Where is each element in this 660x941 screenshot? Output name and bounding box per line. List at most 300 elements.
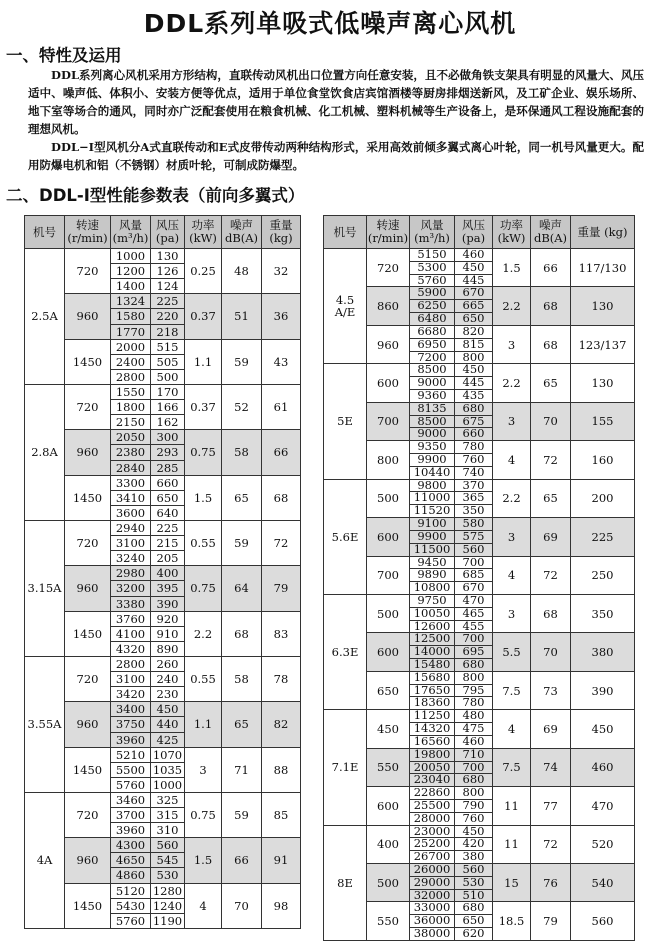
pressure-cell [151, 294, 185, 339]
noise-cell: 65 [222, 475, 262, 520]
weight-cell: 98 [262, 883, 301, 928]
noise-cell: 72 [531, 556, 571, 594]
flow-cell [410, 402, 455, 440]
table-row [25, 430, 301, 475]
flow-value: 15480 [413, 657, 451, 671]
flow-value: 10050 [410, 608, 454, 621]
power-cell: 3 [493, 402, 531, 440]
flow-cell [111, 656, 151, 701]
noise-cell: 52 [222, 384, 262, 429]
spec-table-left [24, 215, 301, 929]
speed-cell: 1450 [65, 475, 111, 520]
header-row [324, 216, 635, 249]
column-header: 转速 (r/min) [367, 216, 410, 249]
pressure-value: 515 [151, 340, 184, 355]
flow-cell [111, 384, 151, 429]
flow-value: 4650 [111, 853, 150, 868]
flow-value: 26700 [413, 849, 451, 864]
power-cell: 3 [185, 747, 222, 792]
pressure-value: 220 [151, 309, 184, 324]
power-cell: 4 [493, 441, 531, 479]
speed-cell: 960 [65, 838, 111, 883]
speed-cell: 550 [367, 902, 410, 940]
flow-value: 5210 [111, 748, 150, 763]
flow-cell [410, 287, 455, 325]
flow-value: 3100 [111, 536, 150, 551]
flow-value: 2980 [111, 566, 150, 581]
power-cell: 1.5 [493, 249, 531, 287]
flow-value: 5120 [111, 884, 150, 899]
weight-cell: 117/130 [571, 249, 635, 287]
spec-table-right [323, 215, 635, 941]
pressure-value: 460 [455, 249, 492, 262]
pressure-value: 435 [462, 387, 485, 402]
flow-value: 22860 [410, 787, 454, 800]
pressure-value: 218 [156, 324, 179, 339]
power-cell: 0.25 [185, 249, 222, 294]
pressure-value: 780 [462, 695, 485, 710]
flow-value: 33000 [410, 902, 454, 915]
pressure-value: 440 [151, 717, 184, 732]
weight-cell: 85 [262, 792, 301, 837]
pressure-value: 260 [151, 657, 184, 672]
table-row [324, 671, 635, 709]
table-row [324, 864, 635, 902]
pressure-cell [151, 520, 185, 565]
flow-value: 23000 [410, 826, 454, 839]
noise-cell: 71 [222, 747, 262, 792]
weight-cell: 123/137 [571, 325, 635, 363]
noise-cell: 68 [531, 325, 571, 363]
power-cell: 1.5 [185, 838, 222, 883]
flow-value: 12500 [410, 633, 454, 646]
pressure-value: 800 [462, 349, 485, 364]
flow-value: 26000 [410, 864, 454, 877]
pressure-value: 475 [455, 723, 492, 736]
pressure-value: 530 [455, 877, 492, 890]
speed-cell: 500 [367, 479, 410, 517]
pressure-value: 500 [156, 369, 179, 384]
weight-cell: 61 [262, 384, 301, 429]
column-header: 风压 (pa) [455, 216, 493, 249]
power-cell: 4 [185, 883, 222, 928]
pressure-value: 560 [151, 838, 184, 853]
speed-cell: 720 [65, 384, 111, 429]
column-header: 风压 (pa) [151, 216, 185, 249]
flow-cell [111, 792, 151, 837]
pressure-value: 790 [455, 800, 492, 813]
speed-cell: 600 [367, 364, 410, 402]
model-cell: 6.3E [324, 594, 367, 709]
pressure-cell [455, 325, 493, 363]
flow-cell [111, 249, 151, 294]
flow-value: 12600 [413, 618, 451, 633]
column-header: 重量 (kg) [262, 216, 301, 249]
power-cell: 0.55 [185, 520, 222, 565]
speed-cell: 1450 [65, 747, 111, 792]
pressure-value: 390 [156, 596, 179, 611]
pressure-cell [151, 384, 185, 429]
pressure-value: 710 [455, 749, 492, 762]
table-row [25, 792, 301, 837]
pressure-value: 465 [455, 608, 492, 621]
flow-value: 5900 [410, 287, 454, 300]
weight-cell: 160 [571, 441, 635, 479]
flow-value: 10800 [413, 580, 451, 595]
flow-cell [111, 520, 151, 565]
power-cell: 0.37 [185, 384, 222, 429]
pressure-value: 1190 [152, 913, 183, 928]
power-cell: 18.5 [493, 902, 531, 940]
flow-value: 17650 [410, 685, 454, 698]
speed-cell: 720 [65, 249, 111, 294]
pressure-value: 640 [156, 505, 179, 520]
table-row [25, 702, 301, 747]
pressure-value: 225 [151, 521, 184, 536]
flow-value: 5500 [111, 763, 150, 778]
flow-value: 9900 [410, 454, 454, 467]
pressure-cell [455, 402, 493, 440]
flow-value: 9360 [417, 387, 447, 402]
power-cell: 0.55 [185, 656, 222, 701]
speed-cell: 450 [367, 710, 410, 748]
column-header: 机号 [25, 216, 65, 249]
flow-value: 4320 [115, 641, 146, 656]
power-cell: 4 [493, 710, 531, 748]
flow-value: 9890 [410, 569, 454, 582]
pressure-value: 650 [455, 915, 492, 928]
pressure-value: 325 [151, 793, 184, 808]
flow-value: 6250 [410, 300, 454, 313]
pressure-cell [151, 883, 185, 928]
speed-cell: 1450 [65, 611, 111, 656]
pressure-cell [455, 671, 493, 709]
flow-value: 3600 [115, 505, 146, 520]
weight-cell: 32 [262, 249, 301, 294]
noise-cell: 65 [222, 702, 262, 747]
flow-value: 1324 [111, 294, 150, 309]
weight-cell: 83 [262, 611, 301, 656]
table-row [324, 787, 635, 825]
noise-cell: 65 [531, 364, 571, 402]
speed-cell: 960 [65, 702, 111, 747]
flow-value: 3100 [111, 672, 150, 687]
pressure-value: 680 [455, 902, 492, 915]
pressure-value: 820 [455, 326, 492, 339]
pressure-value: 580 [455, 518, 492, 531]
flow-value: 7200 [417, 349, 447, 364]
speed-cell: 650 [367, 671, 410, 709]
flow-cell [410, 748, 455, 786]
flow-value: 2940 [111, 521, 150, 536]
flow-value: 25500 [410, 800, 454, 813]
flow-value: 14320 [410, 723, 454, 736]
weight-cell: 79 [262, 566, 301, 611]
table-row [324, 325, 635, 363]
speed-cell: 720 [65, 792, 111, 837]
table-row [25, 294, 301, 339]
power-cell: 3 [493, 325, 531, 363]
table-row [324, 902, 635, 940]
pressure-value: 700 [455, 633, 492, 646]
model-cell: 3.55A [25, 656, 65, 792]
speed-cell: 960 [367, 325, 410, 363]
weight-cell: 130 [571, 287, 635, 325]
flow-value: 14000 [410, 646, 454, 659]
power-cell: 3 [493, 594, 531, 632]
model-cell: 5E [324, 364, 367, 479]
flow-value: 20050 [410, 762, 454, 775]
weight-cell: 450 [571, 710, 635, 748]
pressure-cell [455, 633, 493, 671]
column-header: 噪声 dB(A) [531, 216, 571, 249]
power-cell: 11 [493, 825, 531, 863]
pressure-value: 230 [156, 687, 179, 702]
flow-cell [410, 864, 455, 902]
table-row [25, 520, 301, 565]
pressure-value: 680 [462, 772, 485, 787]
flow-value: 4300 [111, 838, 150, 853]
pressure-value: 920 [151, 612, 184, 627]
flow-value: 23040 [413, 772, 451, 787]
model-cell: 4A [25, 792, 65, 928]
flow-value: 11500 [413, 541, 451, 556]
flow-cell [410, 325, 455, 363]
table-row [324, 748, 635, 786]
weight-cell: 380 [571, 633, 635, 671]
pressure-value: 225 [151, 294, 184, 309]
column-header: 风量 (m³/h) [111, 216, 151, 249]
flow-value: 2400 [111, 355, 150, 370]
flow-cell [410, 249, 455, 287]
flow-value: 38000 [413, 926, 451, 941]
flow-cell [410, 710, 455, 748]
pressure-value: 310 [156, 823, 179, 838]
speed-cell: 500 [367, 594, 410, 632]
power-cell: 2.2 [493, 479, 531, 517]
pressure-value: 575 [455, 531, 492, 544]
flow-cell [111, 838, 151, 883]
pressure-cell [151, 702, 185, 747]
weight-cell: 82 [262, 702, 301, 747]
pressure-value: 795 [455, 685, 492, 698]
model-cell: 2.5A [25, 249, 65, 385]
model-cell: 2.8A [25, 384, 65, 520]
speed-cell: 800 [367, 441, 410, 479]
model-cell: 5.6E [324, 479, 367, 594]
pressure-cell [455, 249, 493, 287]
power-cell: 0.75 [185, 566, 222, 611]
pressure-value: 675 [455, 416, 492, 429]
table-row [25, 566, 301, 611]
flow-value: 3420 [115, 687, 146, 702]
pressure-value: 300 [151, 430, 184, 445]
flow-cell [111, 702, 151, 747]
flow-cell [410, 556, 455, 594]
power-cell: 3 [493, 518, 531, 556]
pressure-cell [455, 364, 493, 402]
flow-cell [111, 747, 151, 792]
power-cell: 11 [493, 787, 531, 825]
pressure-value: 760 [462, 810, 485, 825]
pressure-cell [151, 249, 185, 294]
flow-value: 3240 [115, 551, 146, 566]
pressure-cell [151, 792, 185, 837]
pressure-value: 505 [151, 355, 184, 370]
pressure-value: 530 [156, 868, 179, 883]
flow-value: 5760 [417, 272, 447, 287]
pressure-value: 510 [462, 887, 485, 902]
pressure-value: 560 [455, 864, 492, 877]
table-row [25, 838, 301, 883]
flow-cell [111, 294, 151, 339]
flow-value: 2150 [115, 415, 146, 430]
pressure-value: 215 [151, 536, 184, 551]
flow-value: 29000 [410, 877, 454, 890]
noise-cell: 66 [222, 838, 262, 883]
table-row [324, 402, 635, 440]
header-row [25, 216, 301, 249]
flow-value: 9800 [410, 480, 454, 493]
flow-value: 3300 [111, 476, 150, 491]
pressure-value: 450 [151, 702, 184, 717]
flow-value: 2840 [115, 460, 146, 475]
table-row [25, 883, 301, 928]
pressure-value: 450 [455, 364, 492, 377]
pressure-value: 450 [455, 826, 492, 839]
speed-cell: 1450 [65, 883, 111, 928]
table-row [25, 656, 301, 701]
flow-value: 9750 [410, 595, 454, 608]
pressure-value: 370 [455, 480, 492, 493]
pressure-cell [455, 825, 493, 863]
pressure-value: 455 [462, 618, 485, 633]
speed-cell: 600 [367, 787, 410, 825]
pressure-value: 665 [455, 300, 492, 313]
noise-cell: 48 [222, 249, 262, 294]
flow-cell [410, 594, 455, 632]
power-cell: 2.2 [493, 287, 531, 325]
speed-cell: 500 [367, 864, 410, 902]
weight-cell: 560 [571, 902, 635, 940]
flow-value: 3760 [111, 612, 150, 627]
flow-value: 3380 [115, 596, 146, 611]
flow-value: 3200 [111, 581, 150, 596]
weight-cell: 36 [262, 294, 301, 339]
pressure-cell [455, 787, 493, 825]
flow-value: 8500 [410, 416, 454, 429]
noise-cell: 72 [531, 825, 571, 863]
table-row [324, 594, 635, 632]
noise-cell: 51 [222, 294, 262, 339]
speed-cell: 700 [367, 402, 410, 440]
power-cell: 1.5 [185, 475, 222, 520]
pressure-cell [455, 518, 493, 556]
flow-value: 1000 [111, 249, 150, 264]
flow-cell [410, 479, 455, 517]
pressure-value: 560 [462, 541, 485, 556]
column-header: 功率 (kW) [493, 216, 531, 249]
table-row [324, 633, 635, 671]
speed-cell: 720 [65, 520, 111, 565]
column-header: 功率 (kW) [185, 216, 222, 249]
table-row [25, 611, 301, 656]
pressure-value: 660 [462, 426, 485, 441]
noise-cell: 76 [531, 864, 571, 902]
flow-cell [111, 475, 151, 520]
noise-cell: 68 [531, 287, 571, 325]
power-cell: 7.5 [493, 671, 531, 709]
flow-cell [410, 902, 455, 940]
power-cell: 1.1 [185, 702, 222, 747]
noise-cell: 70 [531, 402, 571, 440]
flow-cell [410, 441, 455, 479]
flow-cell [111, 566, 151, 611]
pressure-value: 450 [455, 262, 492, 275]
pressure-cell [455, 902, 493, 940]
weight-cell: 225 [571, 518, 635, 556]
weight-cell: 460 [571, 748, 635, 786]
speed-cell: 720 [65, 656, 111, 701]
weight-cell: 250 [571, 556, 635, 594]
weight-cell: 470 [571, 787, 635, 825]
table-row [324, 249, 635, 287]
flow-value: 9350 [410, 441, 454, 454]
pressure-value: 293 [151, 445, 184, 460]
speed-cell: 720 [367, 249, 410, 287]
flow-value: 2050 [111, 430, 150, 445]
power-cell: 4 [493, 556, 531, 594]
table-row [324, 710, 635, 748]
pressure-value: 380 [462, 849, 485, 864]
flow-value: 5300 [410, 262, 454, 275]
flow-value: 3410 [111, 491, 150, 506]
flow-value: 11520 [413, 503, 451, 518]
flow-cell [410, 633, 455, 671]
noise-cell: 72 [531, 441, 571, 479]
noise-cell: 74 [531, 748, 571, 786]
noise-cell: 69 [531, 710, 571, 748]
power-cell: 7.5 [493, 748, 531, 786]
pressure-value: 445 [455, 377, 492, 390]
speed-cell: 860 [367, 287, 410, 325]
flow-value: 5760 [115, 913, 146, 928]
pressure-value: 240 [151, 672, 184, 687]
table-row [25, 249, 301, 294]
pressure-value: 620 [462, 926, 485, 941]
pressure-value: 400 [151, 566, 184, 581]
pressure-cell [455, 594, 493, 632]
weight-cell: 91 [262, 838, 301, 883]
flow-value: 9000 [417, 426, 447, 441]
flow-value: 5760 [115, 777, 146, 792]
speed-cell: 600 [367, 633, 410, 671]
flow-value: 15680 [410, 672, 454, 685]
flow-value: 8135 [410, 403, 454, 416]
table-row [324, 364, 635, 402]
pressure-cell [151, 339, 185, 384]
column-header: 噪声 dB(A) [222, 216, 262, 249]
noise-cell: 70 [222, 883, 262, 928]
pressure-value: 800 [455, 672, 492, 685]
flow-value: 18360 [413, 695, 451, 710]
pressure-value: 670 [455, 287, 492, 300]
weight-cell: 155 [571, 402, 635, 440]
pressure-value: 700 [455, 762, 492, 775]
power-cell: 5.5 [493, 633, 531, 671]
power-cell: 0.75 [185, 430, 222, 475]
weight-cell: 78 [262, 656, 301, 701]
